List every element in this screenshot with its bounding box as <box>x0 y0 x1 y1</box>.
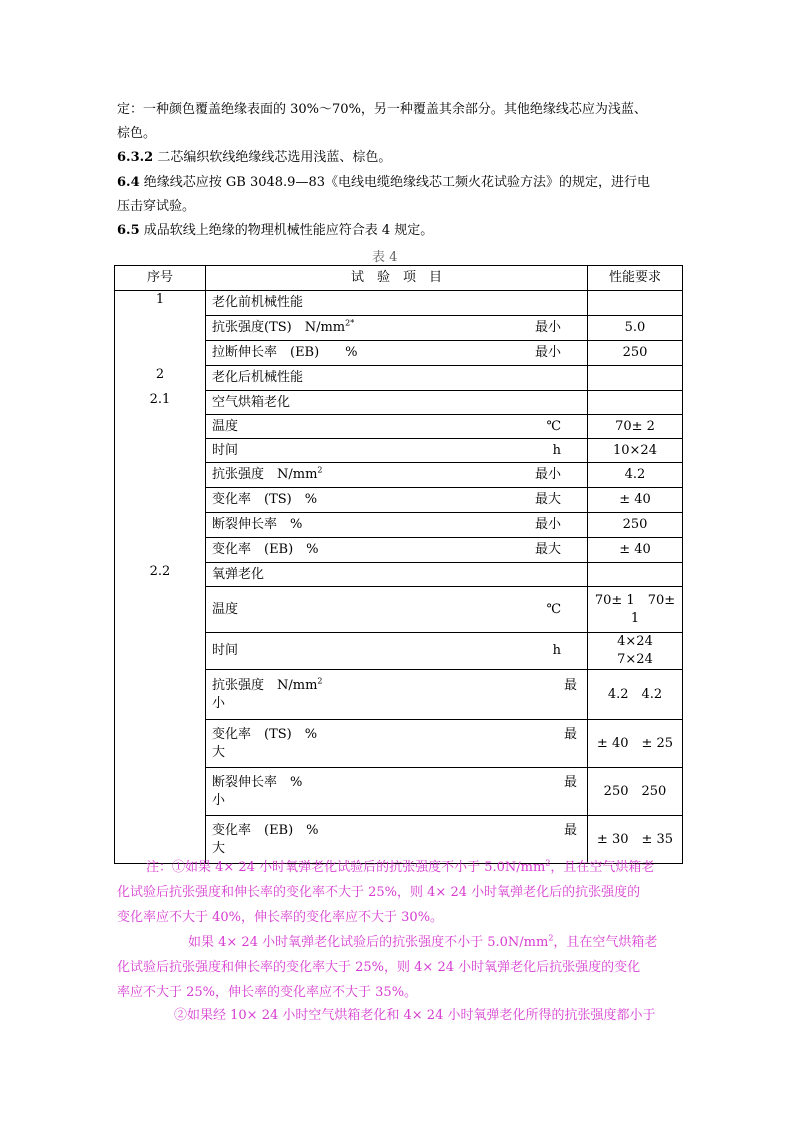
row-unit: 最 <box>563 677 577 693</box>
row-unit: 最 <box>563 726 577 742</box>
row-item: 变化率 (TS) % <box>212 726 318 742</box>
table-row <box>115 291 683 316</box>
section-text: 成品软线上绝缘的物理机械性能应符合表 4 规定。 <box>139 223 434 238</box>
note-3-line-1: ②如果经 10× 24 小时空气烘箱老化和 4× 24 小时氧弹老化所得的抗张强度都小于 <box>174 1008 656 1023</box>
row-item: 时间 <box>212 643 239 658</box>
table-row <box>115 341 683 366</box>
row-item: 抗张强度(TS) $N/mm^{2*}$ <box>212 318 355 335</box>
note-1-line-2: 化试验后抗张强度和伸长率的变化率不大于 25%，则 4× 24 小时氧弹老化后的抗张强度的 <box>117 885 641 900</box>
table-row <box>115 768 683 816</box>
row-req: 70± 2 <box>588 415 683 439</box>
row-req: 4.2 <box>588 463 683 488</box>
table-row <box>115 366 683 391</box>
row-req: 250 250 <box>588 768 683 816</box>
row-item: 拉断伸长率 (EB) % <box>212 345 358 360</box>
row-unit: 最小 <box>534 517 561 532</box>
row-unit-wrap: 大 <box>212 744 226 760</box>
table-caption: 表 4 <box>372 250 398 265</box>
row-item: 空气烘箱老化 <box>206 391 588 415</box>
table-row <box>115 415 683 439</box>
table-row <box>115 670 683 720</box>
section-6-4 <box>117 173 677 193</box>
row-item: 变化率 (TS) % <box>212 492 318 507</box>
row-item: 断裂伸长率 % <box>212 774 303 790</box>
row-req: ± 40 ± 25 <box>588 720 683 768</box>
row-unit-wrap: 小 <box>212 695 226 711</box>
row-unit: 最小 <box>534 345 561 360</box>
row-unit: 最小 <box>534 467 561 482</box>
row-item: 变化率 (EB) % <box>212 822 319 838</box>
table-row <box>115 488 683 513</box>
section-text: 二芯编织软线绝缘线芯选用浅蓝、棕色。 <box>153 150 392 165</box>
note-2-line-1: 如果 4× 24 小时氧弹老化试验后的抗张强度不小于 $5.0N/mm^2$，且在空气烘箱老 <box>188 933 658 950</box>
row-item: 氧弹老化 <box>206 563 588 587</box>
row-unit: ℃ <box>546 601 561 617</box>
row-unit: 最 <box>563 774 577 790</box>
section-6-4-cont: 压击穿试验。 <box>117 199 196 214</box>
row-unit-wrap: 小 <box>212 792 226 808</box>
row-unit: h <box>552 442 561 458</box>
row-item: 断裂伸长率 % <box>212 517 303 532</box>
row-item: 变化率 (EB) % <box>212 542 319 557</box>
row-unit: 最大 <box>534 492 561 507</box>
header-no: 序号 <box>115 266 206 291</box>
row-req: ± 40 <box>588 538 683 563</box>
row-no: 2 <box>115 366 206 391</box>
row-req: ± 30 ± 35 <box>588 816 683 864</box>
row-no: 2.1 <box>115 391 206 415</box>
row-req: 250 <box>588 513 683 538</box>
table-row <box>115 720 683 768</box>
row-req: 4×24 7×24 <box>588 633 683 670</box>
row-item: 时间 <box>212 442 239 458</box>
header-req: 性能要求 <box>588 266 683 291</box>
row-item: 老化后机械性能 <box>206 366 588 391</box>
table-row <box>115 316 683 341</box>
row-item: 抗张强度 $N/mm^2$ <box>212 676 323 693</box>
section-number: 6.5 <box>117 223 140 238</box>
table-row <box>115 563 683 587</box>
note-2-line-2: 化试验后抗张强度和伸长率的变化率大于 25%，则 4× 24 小时氧弹老化后抗张强度的变化 <box>117 960 641 975</box>
table-row <box>115 463 683 488</box>
row-req: 5.0 <box>588 316 683 341</box>
row-no: 1 <box>115 291 206 316</box>
row-unit: ℃ <box>546 418 561 434</box>
note-1-line-3: 变化率应不大于 40%，伸长率的变化率应不大于 30%。 <box>117 910 444 925</box>
note-2-line-3: 率应不大于 25%，伸长率的变化率应不大于 35%。 <box>117 985 418 1000</box>
section-6-5 <box>117 221 677 241</box>
row-no: 2.2 <box>115 563 206 587</box>
row-unit-wrap: 大 <box>212 840 226 856</box>
property-table <box>114 265 683 864</box>
table-row <box>115 513 683 538</box>
note-1-line-1: 注：①如果 4× 24 小时氧弹老化试验后的抗张强度不小于 $5.0N/mm^2$，且在空气烘箱老 <box>146 858 655 875</box>
row-item: 温度 <box>212 601 239 617</box>
section-text: 绝缘线芯应按 GB 3048.9—83《电线电缆绝缘线芯工频火花试验方法》的规定，进行电 <box>139 175 650 190</box>
intro-line-2: 棕色。 <box>117 126 157 141</box>
header-item: 试 验 项 目 <box>206 266 588 291</box>
row-req: ± 40 <box>588 488 683 513</box>
table-header-row <box>115 266 683 291</box>
section-number: 6.3.2 <box>117 150 154 165</box>
row-req: 70± 1 70± 1 <box>588 587 683 633</box>
table-row <box>115 391 683 415</box>
row-req: 250 <box>588 341 683 366</box>
row-unit: 最大 <box>534 542 561 557</box>
row-item: 老化前机械性能 <box>206 291 588 316</box>
table-row <box>115 633 683 670</box>
table-row <box>115 587 683 633</box>
row-unit: 最 <box>563 822 577 838</box>
intro-line-1: 定：一种颜色覆盖绝缘表面的 30%～70%，另一种覆盖其余部分。其他绝缘线芯应为浅蓝、 <box>117 102 647 117</box>
row-unit: 最小 <box>534 320 561 335</box>
section-6-3-2 <box>117 148 677 168</box>
table-row <box>115 538 683 563</box>
row-unit: h <box>552 643 561 658</box>
row-req: 10×24 <box>588 439 683 463</box>
row-req <box>588 291 683 316</box>
row-item: 抗张强度 $N/mm^2$ <box>212 465 323 482</box>
row-item: 温度 <box>212 418 239 434</box>
section-number: 6.4 <box>117 175 140 190</box>
row-req: 4.2 4.2 <box>588 670 683 720</box>
table-row <box>115 439 683 463</box>
